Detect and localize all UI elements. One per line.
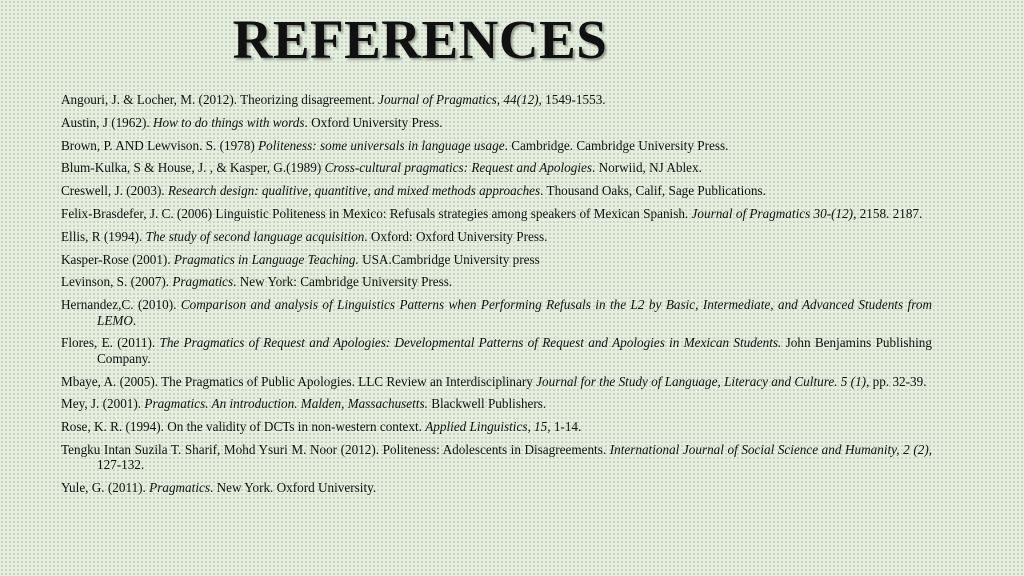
reference-text: Hernandez,C. (2010). [61,297,181,313]
reference-text: . Oxford University Press. [304,114,443,130]
reference-text: 127-132. [97,457,145,473]
reference-item [61,138,932,153]
reference-italic-text: The Pragmatics of Request and Apologies: Developmental Patterns of Request and Apologies in Mexican Students. [159,335,782,351]
reference-italic-text: Applied Linguistics, 15, [425,419,551,435]
reference-item [61,115,932,130]
reference-italic-text: Journal of Pragmatics 30-(12) [691,205,854,221]
reference-item [61,183,932,198]
reference-italic-text: Politeness: some universals in language usage [258,137,505,153]
slide-title: REFERENCES [232,9,608,70]
reference-item [61,419,932,434]
reference-text: . Thousand Oaks, Calif, Sage Publications. [540,183,766,199]
reference-italic-text: Pragmatics. An introduction. Malden, Massachusetts. [144,396,428,412]
reference-text: Blum-Kulka, S & House, J. , & Kasper, G.(1989) [61,160,325,176]
reference-text: Creswell, J. (2003). [61,183,168,199]
reference-text: Flores, E. (2011). [61,335,160,351]
reference-text: . Cambridge. Cambridge University Press. [504,137,729,153]
reference-text: Kasper-Rose (2001). [61,251,174,267]
reference-item [61,374,932,389]
reference-text: Mbaye, A. (2005). The Pragmatics of Public Apologies. LLC Review an Interdisciplinary [61,373,537,389]
reference-text: . New York. Oxford University. [209,480,377,496]
reference-item [61,335,932,366]
reference-italic-text: Pragmatics [172,274,234,290]
reference-item [61,274,932,289]
reference-italic-text: Cross-cultural pragmatics: Request and Apologies [324,160,592,176]
reference-item [61,160,932,175]
reference-item [61,442,932,473]
reference-item [61,229,932,244]
reference-item [61,206,932,221]
reference-item [61,297,932,328]
reference-item [61,92,932,107]
reference-italic-text: Journal of Pragmatics, 44(12), [378,92,542,107]
reference-text: . [132,312,137,328]
reference-italic-text: Comparison and analysis of Linguistics Patterns when Performing Refusals in the L2 by Basic, Intermediate, and Advanced Students from LEMO [97,297,932,328]
reference-text: John Benjamins Publishing Company. [97,335,932,366]
reference-italic-text: Journal for the Study of Language, Literacy and Culture. 5 (1) [536,373,867,389]
reference-text: Levinson, S. (2007). [61,274,173,290]
reference-italic-text: How to do things with words [152,114,305,130]
reference-text: Tengku Intan Suzila T. Sharif, Mohd Ysuri M. Noor (2012). Politeness: Adolescents in Disagreements. [61,441,610,457]
reference-item [61,252,932,267]
reference-text: Ellis, R (1994). [61,228,146,244]
reference-item [61,480,932,495]
reference-italic-text: The study of second language acquisition [145,228,365,244]
reference-text: Blackwell Publishers. [427,396,547,412]
reference-text: Angouri, J. & Locher, M. (2012). Theorizing disagreement. [61,92,379,107]
reference-text: Felix-Brasdefer, J. C. (2006) Linguistic Politeness in Mexico: Refusals strategies among speakers of Mexican Spanish. [61,205,692,221]
reference-text: , pp. 32-39. [866,373,927,389]
reference-text: Rose, K. R. (1994). On the validity of DCTs in non-western context. [61,419,426,435]
reference-item [61,396,932,411]
reference-text: . Oxford: Oxford University Press. [364,228,548,244]
reference-text: . Norwiid, NJ Ablex. [591,160,702,176]
reference-text: . New York: Cambridge University Press. [233,274,453,290]
reference-text: 1549-1553. [541,92,606,107]
reference-italic-text: Research design: qualitive, quantitive, and mixed methods approaches [167,183,541,199]
reference-text: Brown, P. AND Lewvison. S. (1978) [61,137,259,153]
reference-text: 1-14. [550,419,582,435]
reference-text: Mey, J. (2001). [61,396,145,412]
reference-text: , 2158. 2187. [853,205,923,221]
reference-list [61,92,932,503]
reference-text: Austin, J (1962). [61,114,153,130]
reference-text: USA.Cambridge University press [358,251,540,267]
reference-italic-text: Pragmatics [149,480,210,496]
reference-italic-text: Pragmatics in Language Teaching. [173,251,359,267]
reference-text: Yule, G. (2011). [61,480,150,496]
reference-italic-text: International Journal of Social Science and Humanity, 2 (2), [609,441,933,457]
